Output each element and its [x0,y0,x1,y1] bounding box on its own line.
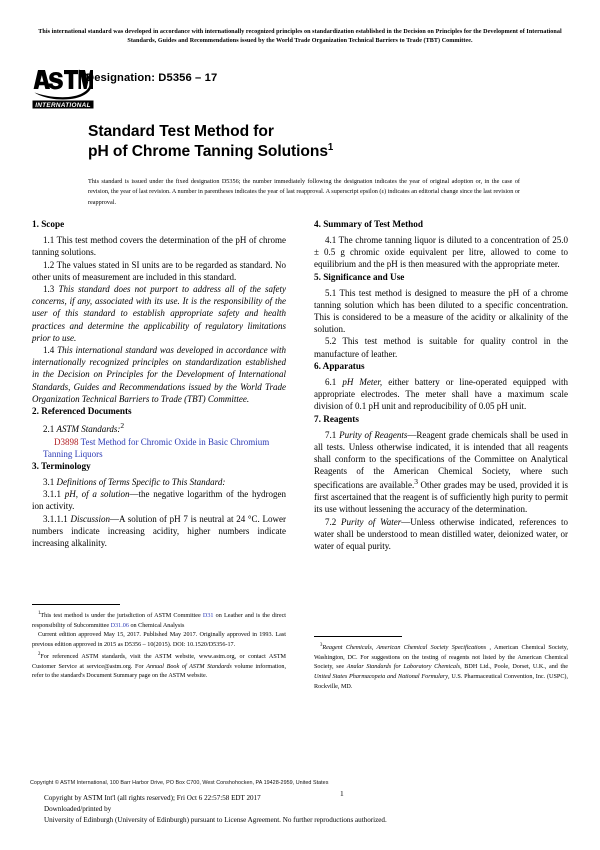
footnote-rule [314,636,402,637]
footnote-1 [32,610,286,631]
term-label: Purity of Reagents [339,429,408,440]
para-5-2 [314,335,568,359]
footnote-italic: Reagent Chemicals, American Chemical Society Specifications [322,645,487,652]
footnote-text: This test method is under the jurisdiction of ASTM Committee [40,613,203,620]
referenced-standard-item[interactable] [32,436,286,460]
para-text: ASTM Standards: [56,424,121,435]
para-6-1 [314,376,568,412]
para-3-1-1 [32,488,286,512]
para-1-2 [32,259,286,283]
footnote-text: For referenced ASTM standards, visit the ASTM website, www.astm.org, or contact ASTM Customer Service at service@astm.org. For [32,653,286,670]
title-footnote-marker: 1 [327,142,334,154]
para-5-1 [314,287,568,335]
download-line-3: University of Edinburgh (University of Edinburgh) pursuant to License Agreement. No further reproductions authorized. [44,815,387,824]
para-2-1 [32,421,286,435]
footnote-text: on Chemical Analysis [128,622,185,629]
para-text: The values stated in SI units are to be regarded as standard. No other units of measurement are included in this standard. [32,259,286,282]
right-column [314,218,569,690]
para-number: 3.1 [43,476,55,487]
para-number: 3.1.1.1 [43,514,68,524]
section-heading-terminology: 3. Terminology [32,460,91,471]
footnote-marker: 2 [38,651,41,657]
para-4-1 [314,234,568,270]
term-label: Purity of Water [341,516,402,527]
tbt-banner: This international standard was developed in accordance with internationally recognized principles on standardization established in the Decision on Principles for the Development of International Standards, Guides and Recommendations issued by the World Trade Organization Technical Barriers to Trade (TBT) Committee. [38,29,562,45]
footnote-text: , BDH Ltd., Poole, Dorset, U.K., and the [460,664,569,671]
referenced-standard-id[interactable]: D3898 [54,436,79,447]
para-text: either battery or line-operated equipped with appropriate electrodes. The meter shall have a maximum scale division of 0.1 pH unit and reproducibility of 0.05 pH unit. [314,376,569,412]
para-text: Definitions of Terms Specific to This Standard: [56,476,226,487]
para-text: This test method covers the determination of the pH of chrome tanning solutions. [32,234,287,257]
section-heading-referenced-documents: 2. Referenced Documents [32,406,132,417]
para-text: This international standard was developed in accordance with internationally recognized principles on standardization established in the Decision on Principles for the Development of International Standards, Guides and Recommendations issued by the World Trade Organization Technical Barriers to Trade (TBT) Committee. [32,345,286,404]
para-text: This test method is suitable for quality control in the manufacture of leather. [314,336,568,359]
para-text: —A solution of pH 7 is neutral at 24 °C. Lower numbers indicate increasing acidity, higher numbers indicate increasing alkalinity. [32,514,286,549]
designation-row [32,62,568,112]
section-heading-scope: 1. Scope [32,219,65,229]
para-1-3 [32,283,286,343]
section-heading-apparatus: 6. Apparatus [314,361,365,372]
footnote-text: , U.S. Pharmaceutical Convention, Inc. (USPC), Rockville, MD. [314,674,568,690]
download-stamp [44,793,570,825]
para-text: This test method is designed to measure the pH of a chrome tanning solution which has been diluted to a specific concentration. This is considered to be a measure of the acidity or alkalinity of the solution. [314,287,569,334]
para-number: 1.3 [43,284,55,295]
title-line-1: Standard Test Method for [88,123,274,140]
para-number: 6.1 [325,376,337,387]
term-label: Discussion [70,514,110,524]
para-number: 5.1 [325,287,337,298]
referenced-standard-title[interactable]: Test Method for Chromic Oxide in Basic Chromium Tanning Liquors [43,436,270,459]
left-footnote-block [32,604,286,682]
para-text: —Reagent grade chemicals shall be used in all tests. Unless otherwise indicated, it is intended that all reagents shall conform to the specifications of the Committee on Analytical Reagents of the American Chemical Society, where such specifications are available. [314,429,568,490]
footnote-marker: 3 [414,477,419,486]
footnote-marker: 2 [120,421,125,431]
footnote-2 [32,651,286,682]
footnote-text: on Leather and is the direct responsibility of Subcommittee [32,613,286,629]
para-number: 3.1.1 [43,489,61,500]
footnote-italic: United States Pharmacopeia and National Formulary [314,674,448,681]
right-footnote-block [314,636,568,693]
title-block [88,122,520,208]
para-3-1-1-1 [32,513,286,549]
para-number: 7.2 [325,516,337,527]
committee-link-d31[interactable]: D31 [202,613,214,620]
title-line-2: pH of Chrome Tanning Solutions [88,143,328,161]
para-text: —the negative logarithm of the hydrogen ion activity. [32,489,286,512]
astm-logo-icon [32,62,94,110]
footnote-3 [314,642,568,693]
section-heading-reagents: 7. Reagents [314,413,359,424]
page-title [88,122,520,163]
para-number: 1.1 [43,234,55,245]
download-line-2: Downloaded/printed by [44,804,112,813]
para-text: —Unless otherwise indicated, references to water shall be understood to mean distilled water, deionized water, or water of equal purity. [314,516,568,551]
subcommittee-link-d3106[interactable]: D31.06 [110,622,129,629]
para-number: 5.2 [325,336,337,347]
para-7-1 [314,429,568,516]
para-number: 1.2 [43,259,55,270]
footnote-text: volume information, refer to the standard's Document Summary page on the ASTM website. [32,663,287,680]
para-3-1 [32,476,286,488]
page-number: 1 [340,789,344,798]
svg-text:INTERNATIONAL: INTERNATIONAL [35,102,91,109]
para-text-cont: Other grades may be used, provided it is first ascertained that the reagent is of sufficiently high purity to permit its use without lessening the accuracy of the determination. [314,480,568,515]
para-text: This standard does not purport to address all of the safety concerns, if any, associated with its use. It is the responsibility of the user of this standard to establish appropriate safety and health practices and determine the applicability of regulatory limitations prior to use. [32,284,287,343]
copyright-line: Copyright © ASTM International, 100 Barr Harbor Drive, PO Box C700, West Conshohocken, PA 19428-2959, United States [30,780,329,786]
issued-note: This standard is issued under the fixed designation D5356; the number immediately following the designation indicates the year of original adoption or, in the case of revision, the year of last revision. A number in parentheses indicates the year of last reapproval. A superscript epsilon (ε) indicates an editorial change since the last revision or reapproval. [88,177,520,206]
term-label: pH, of a solution [64,489,130,500]
footnote-marker: 1 [38,611,41,616]
left-column [32,218,287,680]
footnote-italic: Analar Standards for Laboratory Chemicals [346,664,461,671]
designation-label: Designation: D5356 – 17 [86,72,218,84]
para-number: 1.4 [43,345,55,356]
para-number: 2.1 [43,424,55,435]
para-number: 7.1 [325,429,337,440]
section-heading-significance: 5. Significance and Use [314,271,405,282]
page-footer [30,780,570,825]
para-text: The chrome tanning liquor is diluted to a concentration of 25.0 ± 0.5 g chromic oxide equivalent per litre, allowed to come to equilibrium and the pH is then measured with the appropriate meter. [314,234,568,270]
footnote-text: , American Chemical Society, Washington, DC. For suggestions on the testing of reagents not listed by the American Chemical Society, see [314,645,568,671]
footnote-1-edition: Current edition approved May 15, 2017. Published May 2017. Originally approved in 1993. Last previous edition approved in 2015 as D5356 – 10(2015). DOI: 10.1520/D5356-17. [32,632,286,649]
footnote-rule [32,604,120,605]
section-heading-summary: 4. Summary of Test Method [314,219,423,229]
footnote-italic: Annual Book of ASTM Standards [146,663,232,670]
footnote-marker: 3 [320,643,323,648]
para-1-1 [32,234,286,258]
para-7-2 [314,516,568,552]
para-number: 4.1 [325,234,337,245]
para-1-4 [32,344,286,404]
download-line-1: Copyright by ASTM Int'l (all rights reserved); Fri Oct 6 22:57:58 EDT 2017 [44,794,261,803]
term-label: pH Meter, [342,376,383,387]
